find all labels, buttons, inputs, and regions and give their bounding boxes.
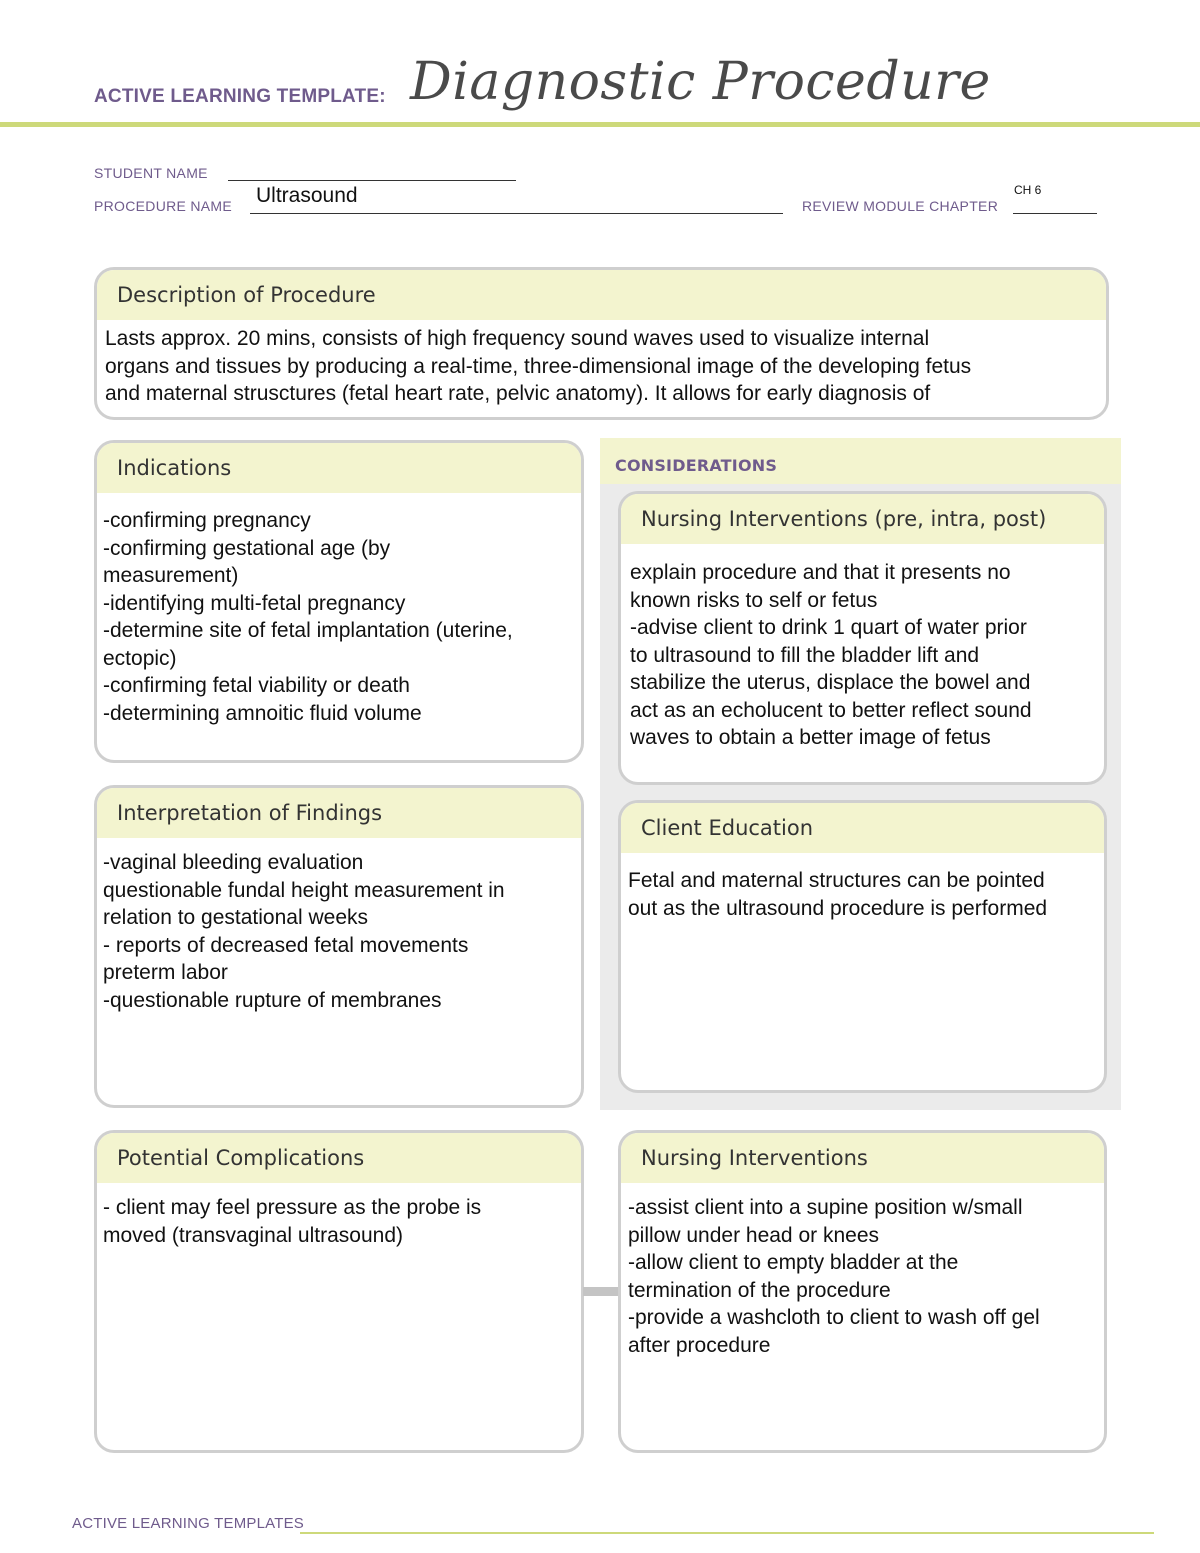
description-line: organs and tissues by producing a real-time, three-dimensional image of the developing fetus <box>105 354 972 378</box>
description-box <box>94 267 1109 420</box>
nursing-interventions-line: after procedure <box>628 1333 771 1357</box>
indications-line: measurement) <box>103 564 239 587</box>
nursing-interventions-pip-line: stabilize the uterus, displace the bowel and <box>630 671 1031 694</box>
considerations-title: CONSIDERATIONS <box>615 456 778 475</box>
nursing-interventions-line: -assist client into a supine position w/small <box>628 1196 1023 1219</box>
procedure-name-field[interactable] <box>250 213 783 214</box>
procedure-name-value: Ultrasound <box>256 184 358 207</box>
indications-title: Indications <box>97 443 581 493</box>
indications-body[interactable] <box>97 493 581 727</box>
chapter-field[interactable] <box>1013 213 1097 214</box>
nursing-interventions-pip-line: act as an echolucent to better reflect sound <box>630 698 1032 722</box>
nursing-interventions-pip-box <box>618 491 1107 785</box>
complications-line: - client may feel pressure as the probe is <box>103 1196 482 1219</box>
nursing-interventions-line: pillow under head or knees <box>628 1223 879 1247</box>
nursing-interventions-pip-line: to ultrasound to fill the bladder lift and <box>630 643 980 667</box>
box-connector <box>583 1287 620 1296</box>
indications-line: -confirming gestational age (by <box>103 536 391 560</box>
student-name-label: STUDENT NAME <box>94 165 208 181</box>
interpretation-line: -questionable rupture of membranes <box>103 988 442 1012</box>
nursing-interventions-pip-line: waves to obtain a better image of fetus <box>630 726 991 749</box>
nursing-interventions-line: -allow client to empty bladder at the <box>628 1251 959 1274</box>
nursing-interventions-pip-title: Nursing Interventions (pre, intra, post) <box>621 494 1104 544</box>
client-education-title: Client Education <box>621 803 1104 853</box>
client-education-line: out as the ultrasound procedure is performed <box>628 896 1048 920</box>
interpretation-title: Interpretation of Findings <box>97 788 581 838</box>
nursing-interventions-line: -provide a washcloth to client to wash off gel <box>628 1306 1040 1329</box>
procedure-name-label: PROCEDURE NAME <box>94 198 232 214</box>
nursing-interventions-pip-line: known risks to self or fetus <box>630 588 878 612</box>
client-education-line: Fetal and maternal structures can be pointed <box>628 869 1045 892</box>
template-label: ACTIVE LEARNING TEMPLATE: <box>94 86 386 107</box>
indications-line: -determining amnoitic fluid volume <box>103 701 422 725</box>
header-divider <box>0 122 1200 127</box>
indications-line: ectopic) <box>103 646 177 670</box>
description-title: Description of Procedure <box>97 270 1106 320</box>
student-name-field[interactable] <box>228 180 516 181</box>
chapter-value: CH 6 <box>1014 183 1042 197</box>
complications-title: Potential Complications <box>97 1133 581 1183</box>
interpretation-line: - reports of decreased fetal movements <box>103 933 469 957</box>
interpretation-line: questionable fundal height measurement in <box>103 878 505 902</box>
footer-divider <box>300 1532 1154 1534</box>
nursing-interventions-pip-line: -advise client to drink 1 quart of water prior <box>630 616 1027 639</box>
indications-line: -confirming fetal viability or death <box>103 674 410 697</box>
complications-box <box>94 1130 584 1453</box>
indications-line: -determine site of fetal implantation (uterine, <box>103 619 513 642</box>
page-title: Diagnostic Procedure <box>410 52 991 112</box>
nursing-interventions-line: termination of the procedure <box>628 1278 891 1302</box>
interpretation-line: preterm labor <box>103 961 228 984</box>
interpretation-line: -vaginal bleeding evaluation <box>103 851 364 874</box>
indications-line: -confirming pregnancy <box>103 509 311 532</box>
nursing-interventions-title: Nursing Interventions <box>621 1133 1104 1183</box>
chapter-label: REVIEW MODULE CHAPTER <box>802 198 999 214</box>
interpretation-line: relation to gestational weeks <box>103 906 368 929</box>
nursing-interventions-body[interactable] <box>621 1183 1104 1359</box>
interpretation-box <box>94 785 584 1108</box>
indications-box <box>94 440 584 763</box>
footer-label: ACTIVE LEARNING TEMPLATES <box>72 1515 304 1532</box>
indications-line: -identifying multi-fetal pregnancy <box>103 591 406 615</box>
complications-body[interactable] <box>97 1183 581 1249</box>
nursing-interventions-pip-line: explain procedure and that it presents no <box>630 561 1011 584</box>
nursing-interventions-box <box>618 1130 1107 1453</box>
description-line: Lasts approx. 20 mins, consists of high frequency sound waves used to visualize internal <box>105 327 930 350</box>
description-line: and maternal strusctures (fetal heart rate, pelvic anatomy). It allows for early diagnosis of <box>105 382 931 405</box>
client-education-body[interactable] <box>621 853 1104 922</box>
interpretation-body[interactable] <box>97 838 581 1014</box>
description-body[interactable] <box>97 320 1106 408</box>
nursing-interventions-pip-body[interactable] <box>621 544 1104 752</box>
client-education-box <box>618 800 1107 1093</box>
complications-line: moved (transvaginal ultrasound) <box>103 1223 403 1247</box>
